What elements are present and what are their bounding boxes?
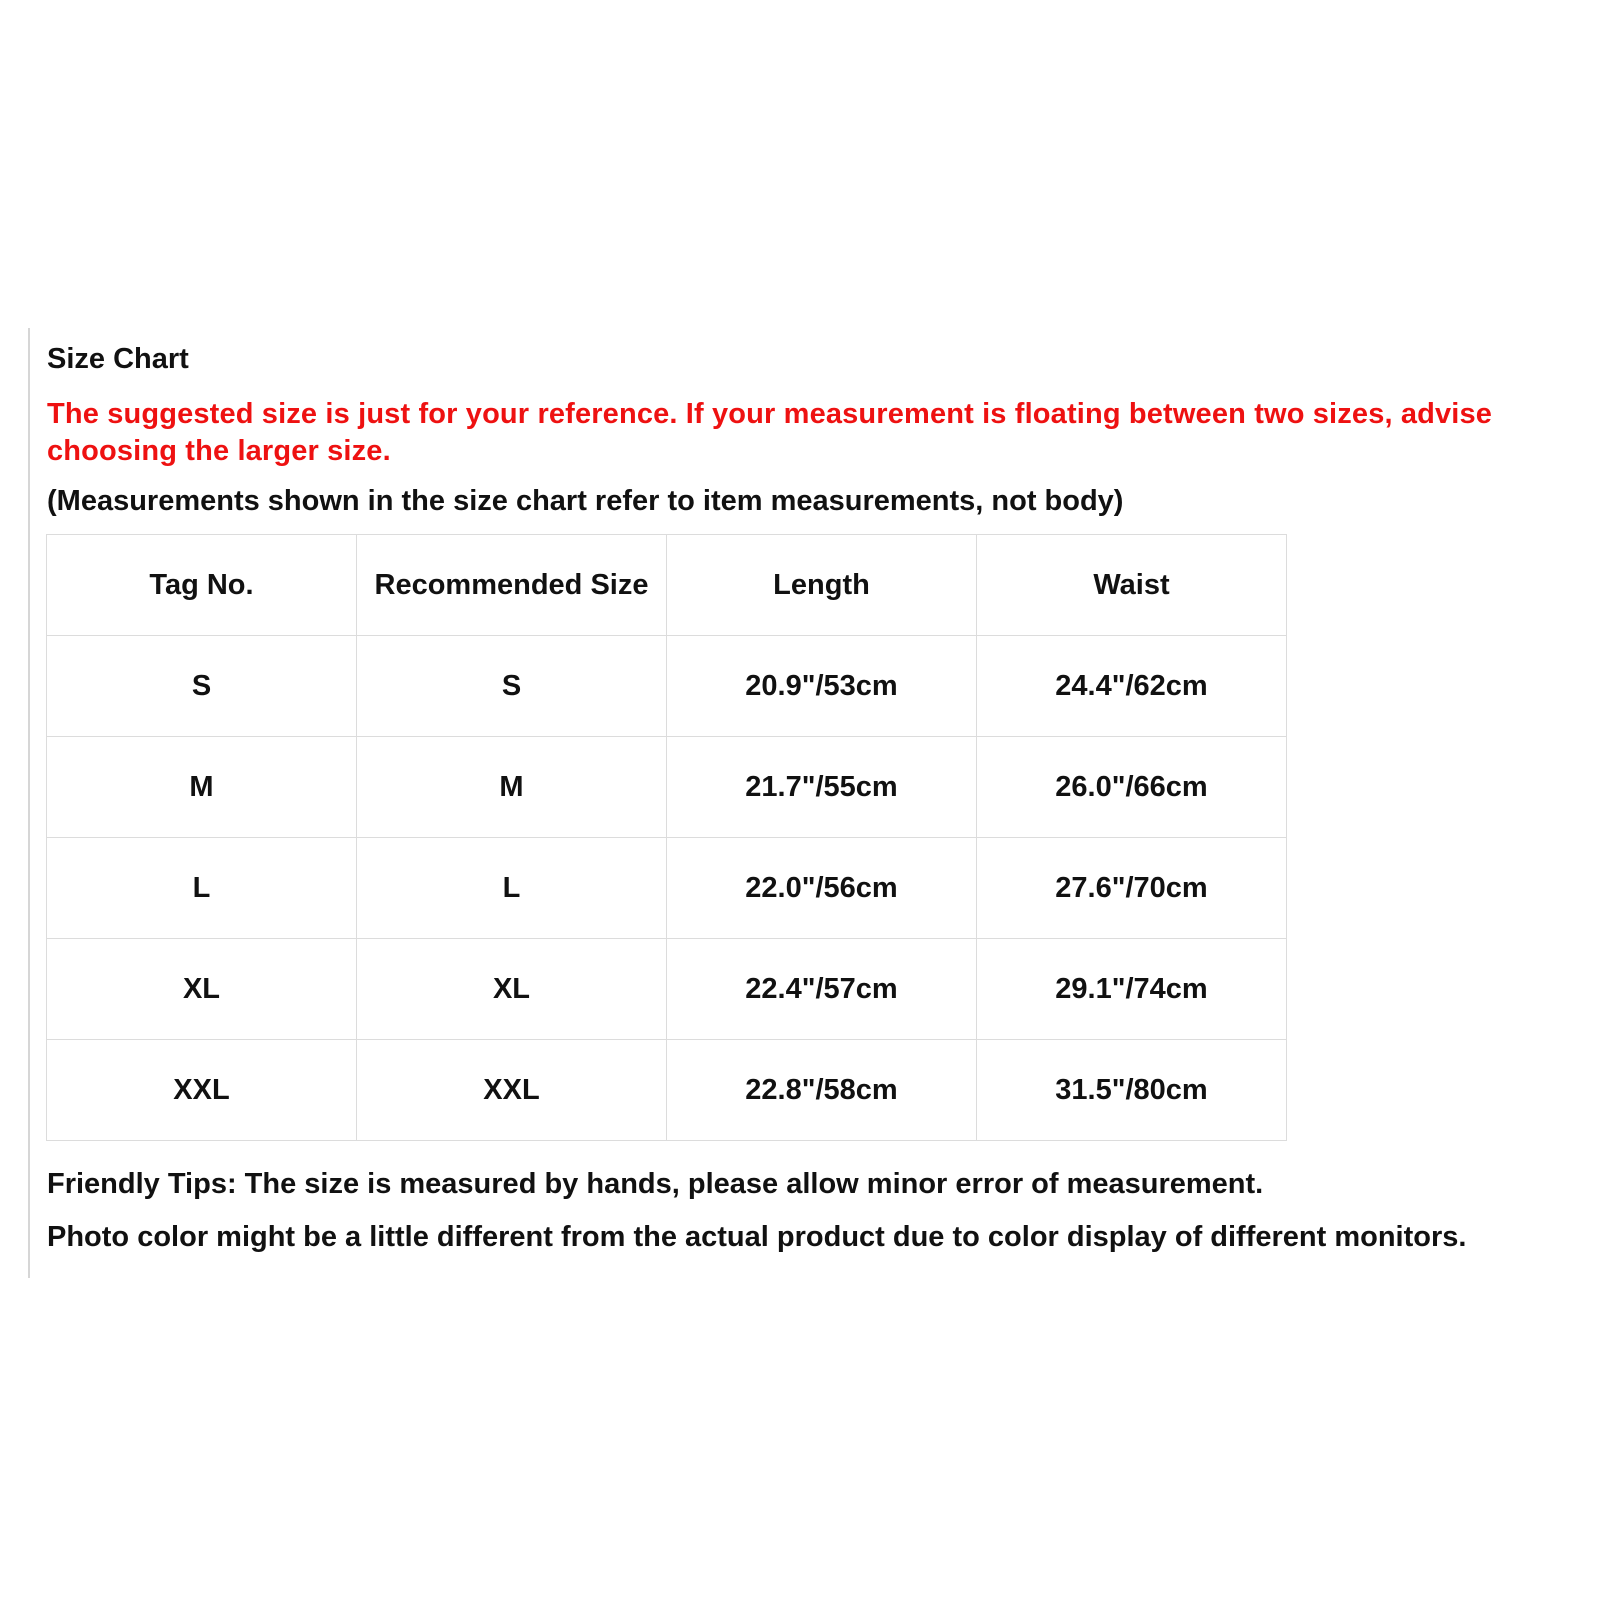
header-waist: Waist <box>977 535 1287 636</box>
cell-tag-no: XL <box>47 939 357 1040</box>
size-advice-notice: The suggested size is just for your reference. If your measurement is floating between two sizes, advise choosing the larger size. <box>47 398 1493 467</box>
cell-recommended-size: XL <box>357 939 667 1040</box>
cell-length: 22.0"/56cm <box>667 838 977 939</box>
table-row <box>47 939 1287 1040</box>
cell-length: 22.8"/58cm <box>667 1040 977 1141</box>
cell-waist: 26.0"/66cm <box>977 737 1287 838</box>
header-tag-no: Tag No. <box>47 535 357 636</box>
cell-waist: 24.4"/62cm <box>977 636 1287 737</box>
cell-length: 21.7"/55cm <box>667 737 977 838</box>
measurement-note: (Measurements shown in the size chart refer to item measurements, not body) <box>47 485 1124 517</box>
cell-tag-no: L <box>47 838 357 939</box>
cell-tag-no: M <box>47 737 357 838</box>
cell-recommended-size: S <box>357 636 667 737</box>
cell-length: 20.9"/53cm <box>667 636 977 737</box>
cell-recommended-size: M <box>357 737 667 838</box>
cell-waist: 27.6"/70cm <box>977 838 1287 939</box>
table-row <box>47 838 1287 939</box>
size-chart-panel <box>28 328 1582 1278</box>
cell-waist: 31.5"/80cm <box>977 1040 1287 1141</box>
header-recommended-size: Recommended Size <box>357 535 667 636</box>
cell-length: 22.4"/57cm <box>667 939 977 1040</box>
header-length: Length <box>667 535 977 636</box>
table-header-row <box>47 535 1287 636</box>
cell-recommended-size: XXL <box>357 1040 667 1141</box>
cell-recommended-size: L <box>357 838 667 939</box>
cell-tag-no: XXL <box>47 1040 357 1141</box>
friendly-tip: Friendly Tips: The size is measured by hands, please allow minor error of measurement. <box>47 1168 1264 1200</box>
cell-waist: 29.1"/74cm <box>977 939 1287 1040</box>
table-row <box>47 1040 1287 1141</box>
photo-color-tip: Photo color might be a little different from the actual product due to color display of different monitors. <box>47 1221 1467 1253</box>
cell-tag-no: S <box>47 636 357 737</box>
table-row <box>47 737 1287 838</box>
size-table <box>46 534 1287 1141</box>
table-row <box>47 636 1287 737</box>
size-chart-title: Size Chart <box>47 343 189 375</box>
